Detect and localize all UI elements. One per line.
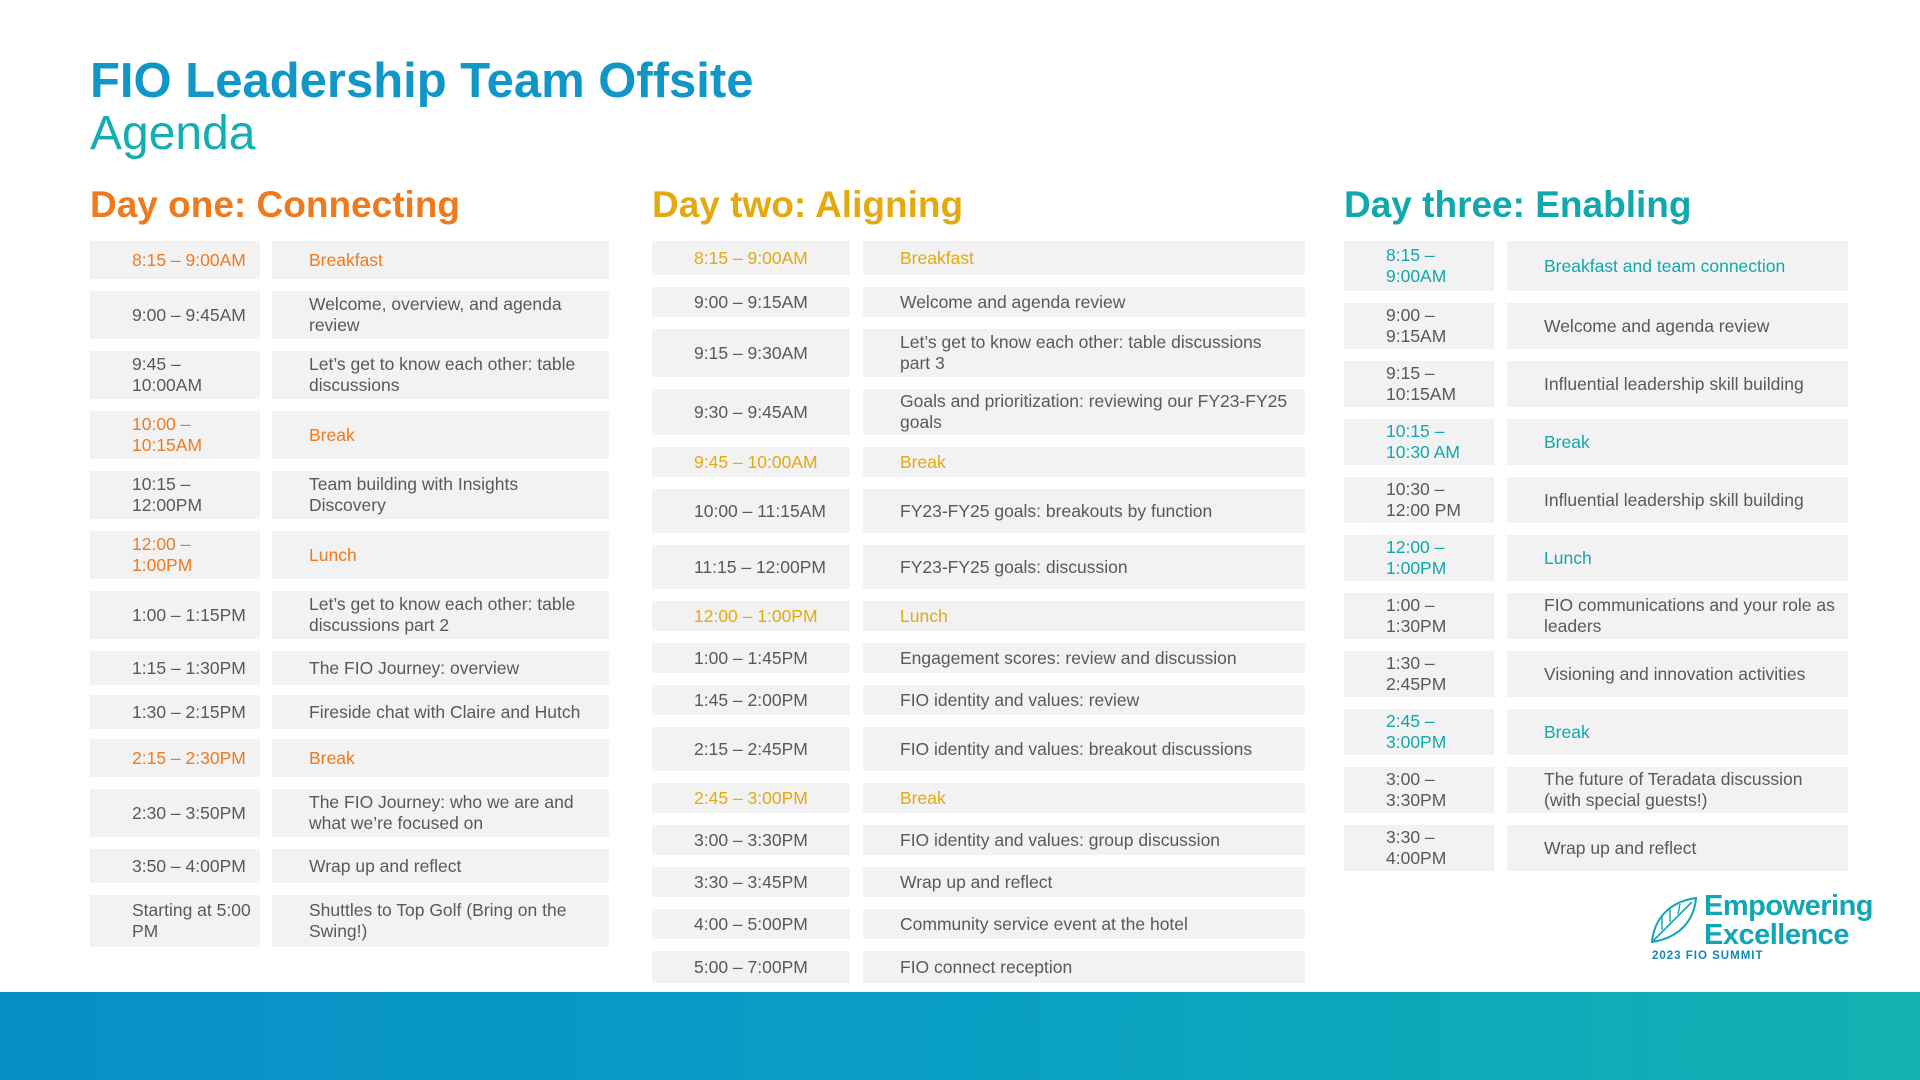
agenda-row <box>90 591 609 639</box>
agenda-row <box>652 489 1305 533</box>
agenda-row <box>652 951 1305 983</box>
agenda-activity: Engagement scores: review and discussion <box>863 643 1305 673</box>
agenda-activity: Let’s get to know each other: table discussions part 3 <box>863 329 1305 377</box>
page-subtitle: Agenda <box>90 107 256 160</box>
agenda-activity: FIO connect reception <box>863 951 1305 983</box>
agenda-row <box>90 411 609 459</box>
agenda-time: 1:00 – 1:15PM <box>90 591 260 639</box>
agenda-activity: Wrap up and reflect <box>1507 825 1848 871</box>
agenda-time: 9:30 – 9:45AM <box>652 389 850 435</box>
agenda-activity: Goals and prioritization: reviewing our FY23-FY25 goals <box>863 389 1305 435</box>
day-heading: Day three: Enabling <box>1344 184 1692 225</box>
agenda-row <box>1344 825 1848 871</box>
agenda-activity: Welcome and agenda review <box>863 287 1305 317</box>
agenda-activity: Lunch <box>272 531 609 579</box>
agenda-time: 9:15 – 10:15AM <box>1344 361 1494 407</box>
agenda-list <box>1344 241 1848 871</box>
agenda-activity: Shuttles to Top Golf (Bring on the Swing!) <box>272 895 609 947</box>
agenda-row <box>90 471 609 519</box>
agenda-row <box>652 643 1305 673</box>
agenda-time: 1:45 – 2:00PM <box>652 685 850 715</box>
leaf-icon <box>1648 894 1700 946</box>
agenda-time: 2:15 – 2:45PM <box>652 727 850 771</box>
agenda-activity: Wrap up and reflect <box>272 849 609 883</box>
agenda-row <box>90 291 609 339</box>
agenda-row <box>652 287 1305 317</box>
agenda-row <box>1344 709 1848 755</box>
agenda-row <box>652 601 1305 631</box>
agenda-row <box>1344 767 1848 813</box>
agenda-row <box>90 651 609 685</box>
agenda-time: 12:00 – 1:00PM <box>90 531 260 579</box>
agenda-time: 11:15 – 12:00PM <box>652 545 850 589</box>
logo-line-2: Excellence <box>1704 919 1849 951</box>
agenda-time: 9:00 – 9:15AM <box>1344 303 1494 349</box>
agenda-time: 4:00 – 5:00PM <box>652 909 850 939</box>
agenda-time: 9:15 – 9:30AM <box>652 329 850 377</box>
agenda-time: 2:45 – 3:00PM <box>1344 709 1494 755</box>
agenda-row <box>652 867 1305 897</box>
agenda-time: 10:00 – 10:15AM <box>90 411 260 459</box>
agenda-activity: Break <box>863 447 1305 477</box>
agenda-row <box>1344 361 1848 407</box>
agenda-activity: FY23-FY25 goals: breakouts by function <box>863 489 1305 533</box>
agenda-time: 8:15 – 9:00AM <box>90 241 260 279</box>
agenda-activity: Let’s get to know each other: table discussions part 2 <box>272 591 609 639</box>
agenda-time: 10:15 – 10:30 AM <box>1344 419 1494 465</box>
agenda-time: 1:30 – 2:45PM <box>1344 651 1494 697</box>
agenda-activity: Let’s get to know each other: table discussions <box>272 351 609 399</box>
agenda-time: 9:00 – 9:45AM <box>90 291 260 339</box>
agenda-activity: Breakfast <box>863 241 1305 275</box>
agenda-time: 12:00 – 1:00PM <box>652 601 850 631</box>
agenda-row <box>652 447 1305 477</box>
agenda-row <box>1344 419 1848 465</box>
agenda-row <box>652 545 1305 589</box>
page-title: FIO Leadership Team Offsite <box>90 54 754 108</box>
agenda-time: 3:30 – 3:45PM <box>652 867 850 897</box>
day-two-column <box>652 183 1305 983</box>
agenda-row <box>1344 651 1848 697</box>
day-heading: Day one: Connecting <box>90 184 461 225</box>
agenda-activity: FIO identity and values: group discussion <box>863 825 1305 855</box>
agenda-row <box>90 531 609 579</box>
agenda-time: Starting at 5:00 PM <box>90 895 260 947</box>
agenda-activity: FY23-FY25 goals: discussion <box>863 545 1305 589</box>
agenda-activity: Influential leadership skill building <box>1507 477 1848 523</box>
agenda-activity: Wrap up and reflect <box>863 867 1305 897</box>
agenda-activity: FIO identity and values: breakout discussions <box>863 727 1305 771</box>
agenda-activity: The FIO Journey: overview <box>272 651 609 685</box>
agenda-activity: The future of Teradata discussion (with special guests!) <box>1507 767 1848 813</box>
agenda-activity: Break <box>272 411 609 459</box>
agenda-time: 2:45 – 3:00PM <box>652 783 850 813</box>
agenda-activity: Breakfast and team connection <box>1507 241 1848 291</box>
agenda-time: 10:30 – 12:00 PM <box>1344 477 1494 523</box>
agenda-time: 1:00 – 1:45PM <box>652 643 850 673</box>
day-heading: Day two: Aligning <box>652 184 964 225</box>
agenda-row <box>1344 477 1848 523</box>
agenda-time: 1:30 – 2:15PM <box>90 695 260 729</box>
agenda-time: 1:00 – 1:30PM <box>1344 593 1494 639</box>
agenda-list <box>90 241 609 947</box>
agenda-row <box>1344 593 1848 639</box>
agenda-row <box>90 241 609 279</box>
agenda-activity: Break <box>1507 419 1848 465</box>
agenda-activity: The FIO Journey: who we are and what we’re focused on <box>272 789 609 837</box>
agenda-time: 1:15 – 1:30PM <box>90 651 260 685</box>
agenda-row <box>90 789 609 837</box>
agenda-time: 8:15 – 9:00AM <box>1344 241 1494 291</box>
summit-logo <box>1648 892 1878 962</box>
agenda-time: 10:15 – 12:00PM <box>90 471 260 519</box>
agenda-row <box>652 783 1305 813</box>
agenda-row <box>90 895 609 947</box>
agenda-list <box>652 241 1305 983</box>
agenda-time: 8:15 – 9:00AM <box>652 241 850 275</box>
agenda-time: 9:45 – 10:00AM <box>90 351 260 399</box>
agenda-row <box>90 849 609 883</box>
agenda-activity: Break <box>272 739 609 777</box>
logo-wordmark <box>1704 892 1873 950</box>
logo-tagline: 2023 FIO SUMMIT <box>1652 950 1764 962</box>
agenda-row <box>1344 535 1848 581</box>
footer-band <box>0 992 1920 1080</box>
agenda-activity: Fireside chat with Claire and Hutch <box>272 695 609 729</box>
agenda-activity: Lunch <box>1507 535 1848 581</box>
agenda-activity: Team building with Insights Discovery <box>272 471 609 519</box>
agenda-activity: FIO communications and your role as leaders <box>1507 593 1848 639</box>
agenda-row <box>652 727 1305 771</box>
agenda-row <box>652 329 1305 377</box>
agenda-time: 2:15 – 2:30PM <box>90 739 260 777</box>
agenda-time: 3:00 – 3:30PM <box>1344 767 1494 813</box>
agenda-time: 3:50 – 4:00PM <box>90 849 260 883</box>
agenda-row <box>652 241 1305 275</box>
agenda-time: 5:00 – 7:00PM <box>652 951 850 983</box>
agenda-time: 10:00 – 11:15AM <box>652 489 850 533</box>
agenda-row <box>652 909 1305 939</box>
agenda-time: 12:00 – 1:00PM <box>1344 535 1494 581</box>
agenda-row <box>652 389 1305 435</box>
agenda-activity: Community service event at the hotel <box>863 909 1305 939</box>
agenda-activity: Lunch <box>863 601 1305 631</box>
agenda-row <box>1344 241 1848 291</box>
agenda-time: 9:45 – 10:00AM <box>652 447 850 477</box>
agenda-activity: Breakfast <box>272 241 609 279</box>
day-three-column <box>1344 183 1848 871</box>
agenda-row <box>1344 303 1848 349</box>
agenda-activity: Welcome, overview, and agenda review <box>272 291 609 339</box>
agenda-activity: Break <box>863 783 1305 813</box>
agenda-time: 2:30 – 3:50PM <box>90 789 260 837</box>
agenda-time: 3:00 – 3:30PM <box>652 825 850 855</box>
agenda-row <box>90 695 609 729</box>
agenda-activity: Influential leadership skill building <box>1507 361 1848 407</box>
agenda-row <box>652 685 1305 715</box>
agenda-row <box>90 351 609 399</box>
agenda-activity: Break <box>1507 709 1848 755</box>
agenda-activity: FIO identity and values: review <box>863 685 1305 715</box>
agenda-row <box>90 739 609 777</box>
day-one-column <box>90 183 609 947</box>
agenda-activity: Welcome and agenda review <box>1507 303 1848 349</box>
agenda-activity: Visioning and innovation activities <box>1507 651 1848 697</box>
agenda-row <box>652 825 1305 855</box>
logo-line-1: Empowering <box>1704 890 1874 922</box>
agenda-time: 9:00 – 9:15AM <box>652 287 850 317</box>
agenda-time: 3:30 – 4:00PM <box>1344 825 1494 871</box>
